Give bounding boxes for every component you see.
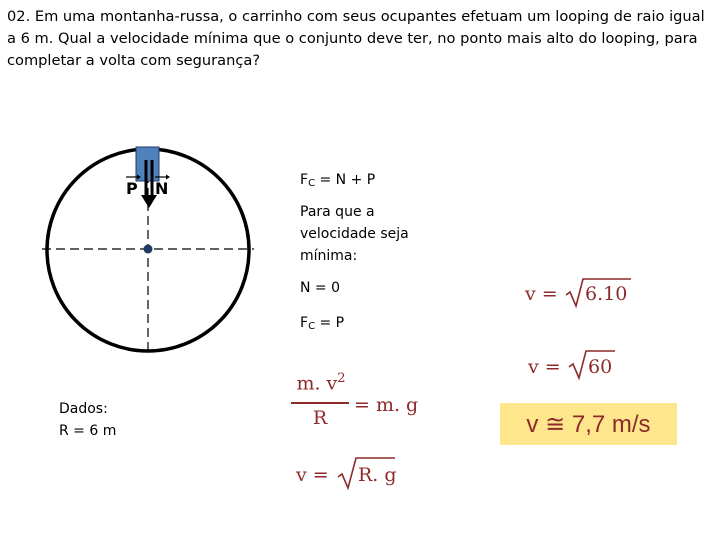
n-equals-zero: N = 0 bbox=[300, 280, 341, 296]
looping-diagram bbox=[40, 140, 260, 365]
fc-subscript: C bbox=[308, 178, 316, 189]
eq4-radicand: 60 bbox=[588, 356, 613, 378]
para-que-text: Para que a velocidade seja mínima: bbox=[300, 204, 409, 264]
result-text: v ≅ 7,7 m/s bbox=[526, 410, 651, 438]
fc-rest-2: = P bbox=[315, 315, 345, 331]
fc-rest: = N + P bbox=[315, 172, 376, 188]
eq3-lhs: v = bbox=[525, 283, 558, 305]
eq1-numerator-text: m. v bbox=[296, 372, 338, 395]
eq4-lhs: v = bbox=[528, 356, 561, 378]
center-point bbox=[144, 245, 153, 254]
problem-statement: 02. Em uma montanha-russa, o carrinho com seus ocupantes efetuam um looping de raio igual a 6 m. Qual a velocidade mínima que o conjunto deve ter, no ponto mais alto do looping, para completar a volta com segurança? bbox=[7, 8, 705, 69]
fc-equals-n-plus-p bbox=[300, 169, 375, 195]
dados-r-value: R = 6 m bbox=[59, 423, 117, 439]
force-n-label: N bbox=[155, 179, 169, 198]
eq1-fraction-bar bbox=[291, 402, 349, 404]
eq1-denominator: R bbox=[312, 407, 328, 429]
eq3-radicand: 6.10 bbox=[585, 283, 628, 305]
fc-subscript-2: C bbox=[308, 321, 316, 332]
eq2-radicand: R. g bbox=[358, 464, 397, 486]
force-p-label: P bbox=[126, 179, 138, 198]
eq1-rhs: = m. g bbox=[354, 394, 419, 416]
eq1-exponent: 2 bbox=[337, 371, 346, 386]
result-box bbox=[500, 403, 677, 445]
fc-symbol-2: F bbox=[300, 315, 309, 331]
dados-title: Dados: bbox=[59, 401, 108, 417]
fc-equals-p bbox=[300, 312, 344, 338]
fc-symbol: F bbox=[300, 172, 309, 188]
eq2-lhs: v = bbox=[296, 464, 329, 486]
eq1-numerator bbox=[291, 371, 351, 394]
